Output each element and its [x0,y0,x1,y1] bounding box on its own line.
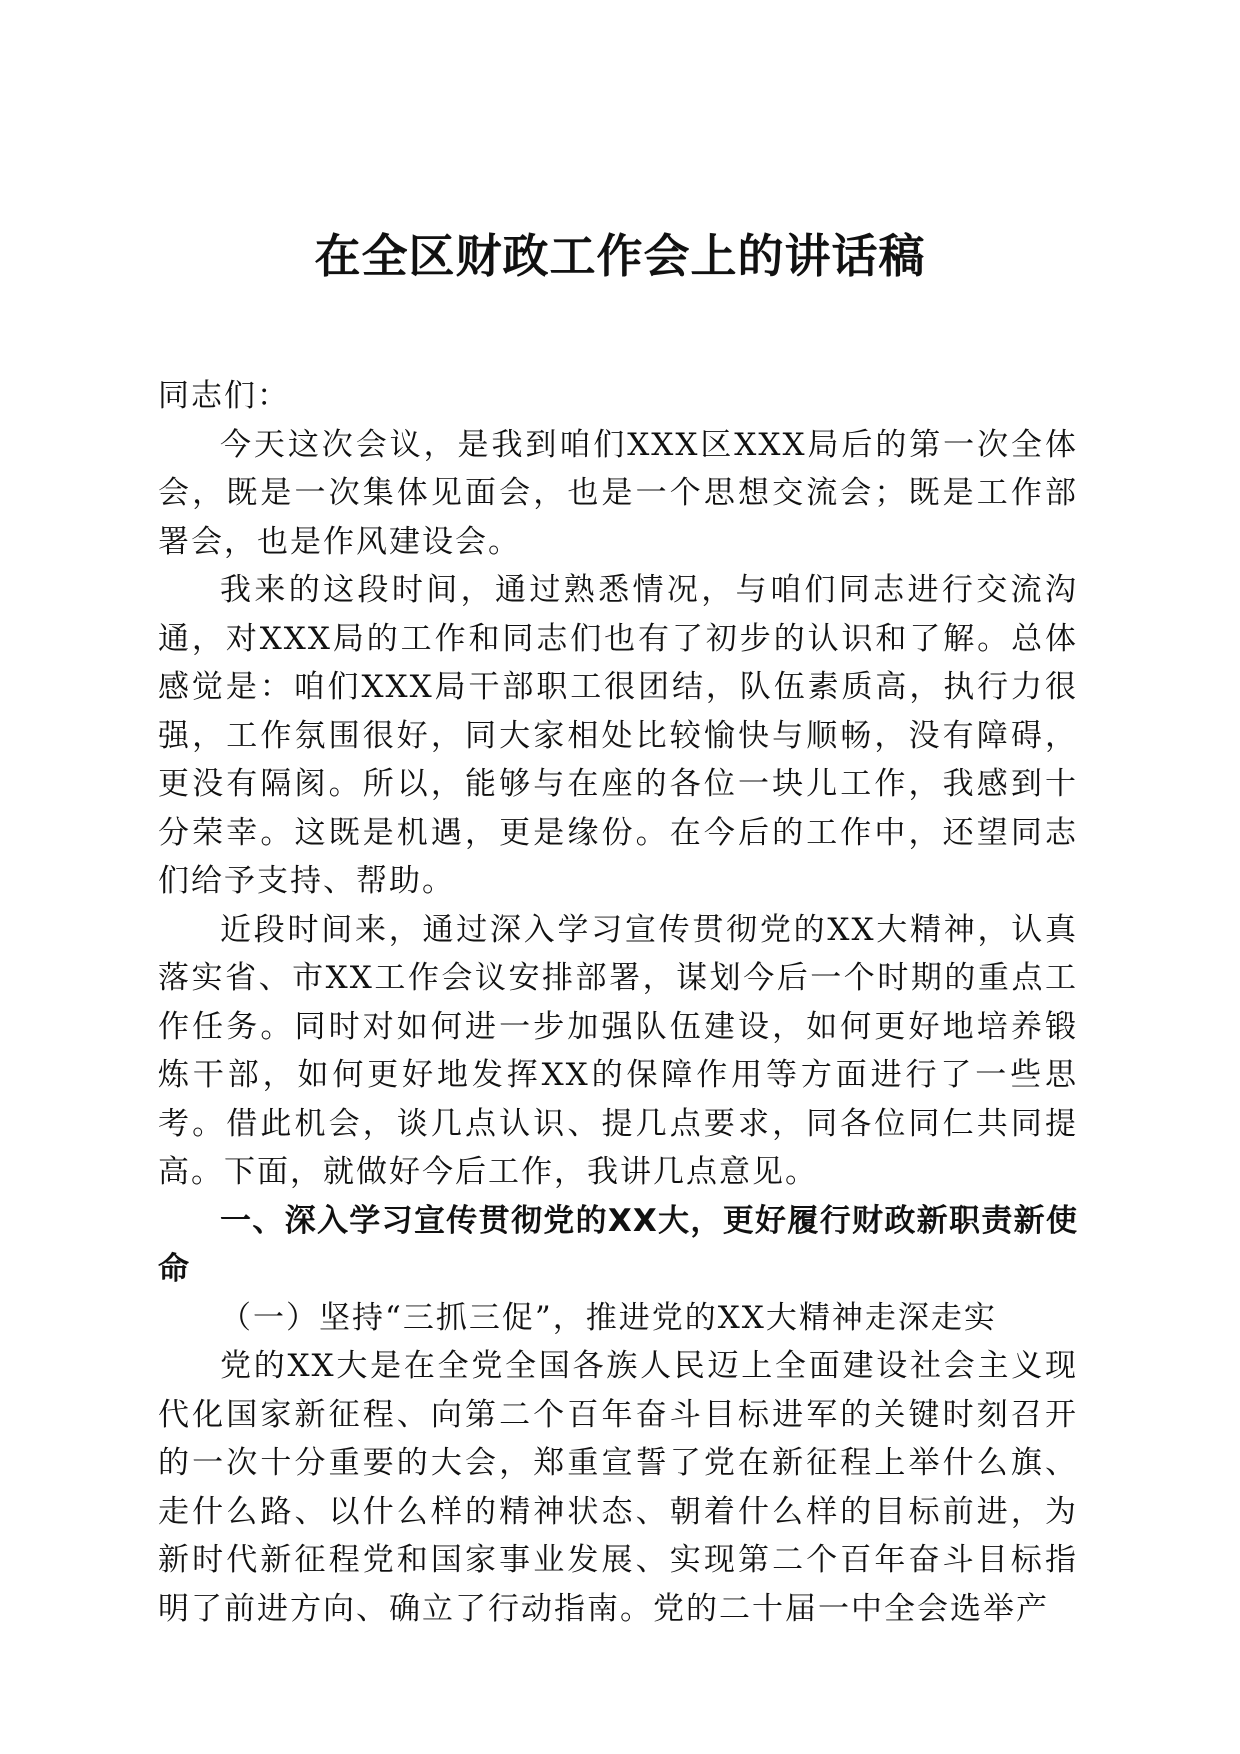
document-title: 在全区财政工作会上的讲话稿 [314,229,926,283]
paragraph-3: 近段时间来，通过深入学习宣传贯彻党的XX大精神，认真落实省、市XX工作会议安排部署，谋划今后一个时期的重点工作任务。同时对如何进一步加强队伍建设，如何更好地培养锻炼干部，如何更好地发挥XX的保障作用等方面进行了一些思考。借此机会，谈几点认识、提几点要求，同各位同仁共同提高。下面，就做好今后工作，我讲几点意见。 [158,911,1078,1190]
document-body [158,372,1078,1633]
subsection-heading: （一）坚持“三抓三促”，推进党的XX大精神走深走实 [220,1299,997,1336]
paragraph-1: 今天这次会议，是我到咱们XXX区XXX局后的第一次全体会，既是一次集体见面会，也是一个思想交流会；既是工作部署会，也是作风建设会。 [158,426,1078,560]
paragraph-2: 我来的这段时间，通过熟悉情况，与咱们同志进行交流沟通，对XXX局的工作和同志们也有了初步的认识和了解。总体感觉是：咱们XXX局干部职工很团结，队伍素质高，执行力很强，工作氛围很好，同大家相处比较愉快与顺畅，没有障碍，更没有隔阂。所以，能够与在座的各位一块儿工作，我感到十分荣幸。这既是机遇，更是缘份。在今后的工作中，还望同志们给予支持、帮助。 [158,572,1078,899]
salutation: 同志们： [158,378,290,414]
paragraph-4: 党的XX大是在全党全国各族人民迈上全面建设社会主义现代化国家新征程、向第二个百年奋斗目标进军的关键时刻召开的一次十分重要的大会，郑重宣誓了党在新征程上举什么旗、走什么路、以什么样的精神状态、朝着什么样的目标前进，为新时代新征程党和国家事业发展、实现第二个百年奋斗目标指明了前进方向、确立了行动指南。党的二十届一中全会选举产 [158,1348,1078,1627]
section-heading: 一、深入学习宣传贯彻党的XX大，更好履行财政新职责新使命 [158,1202,1078,1287]
